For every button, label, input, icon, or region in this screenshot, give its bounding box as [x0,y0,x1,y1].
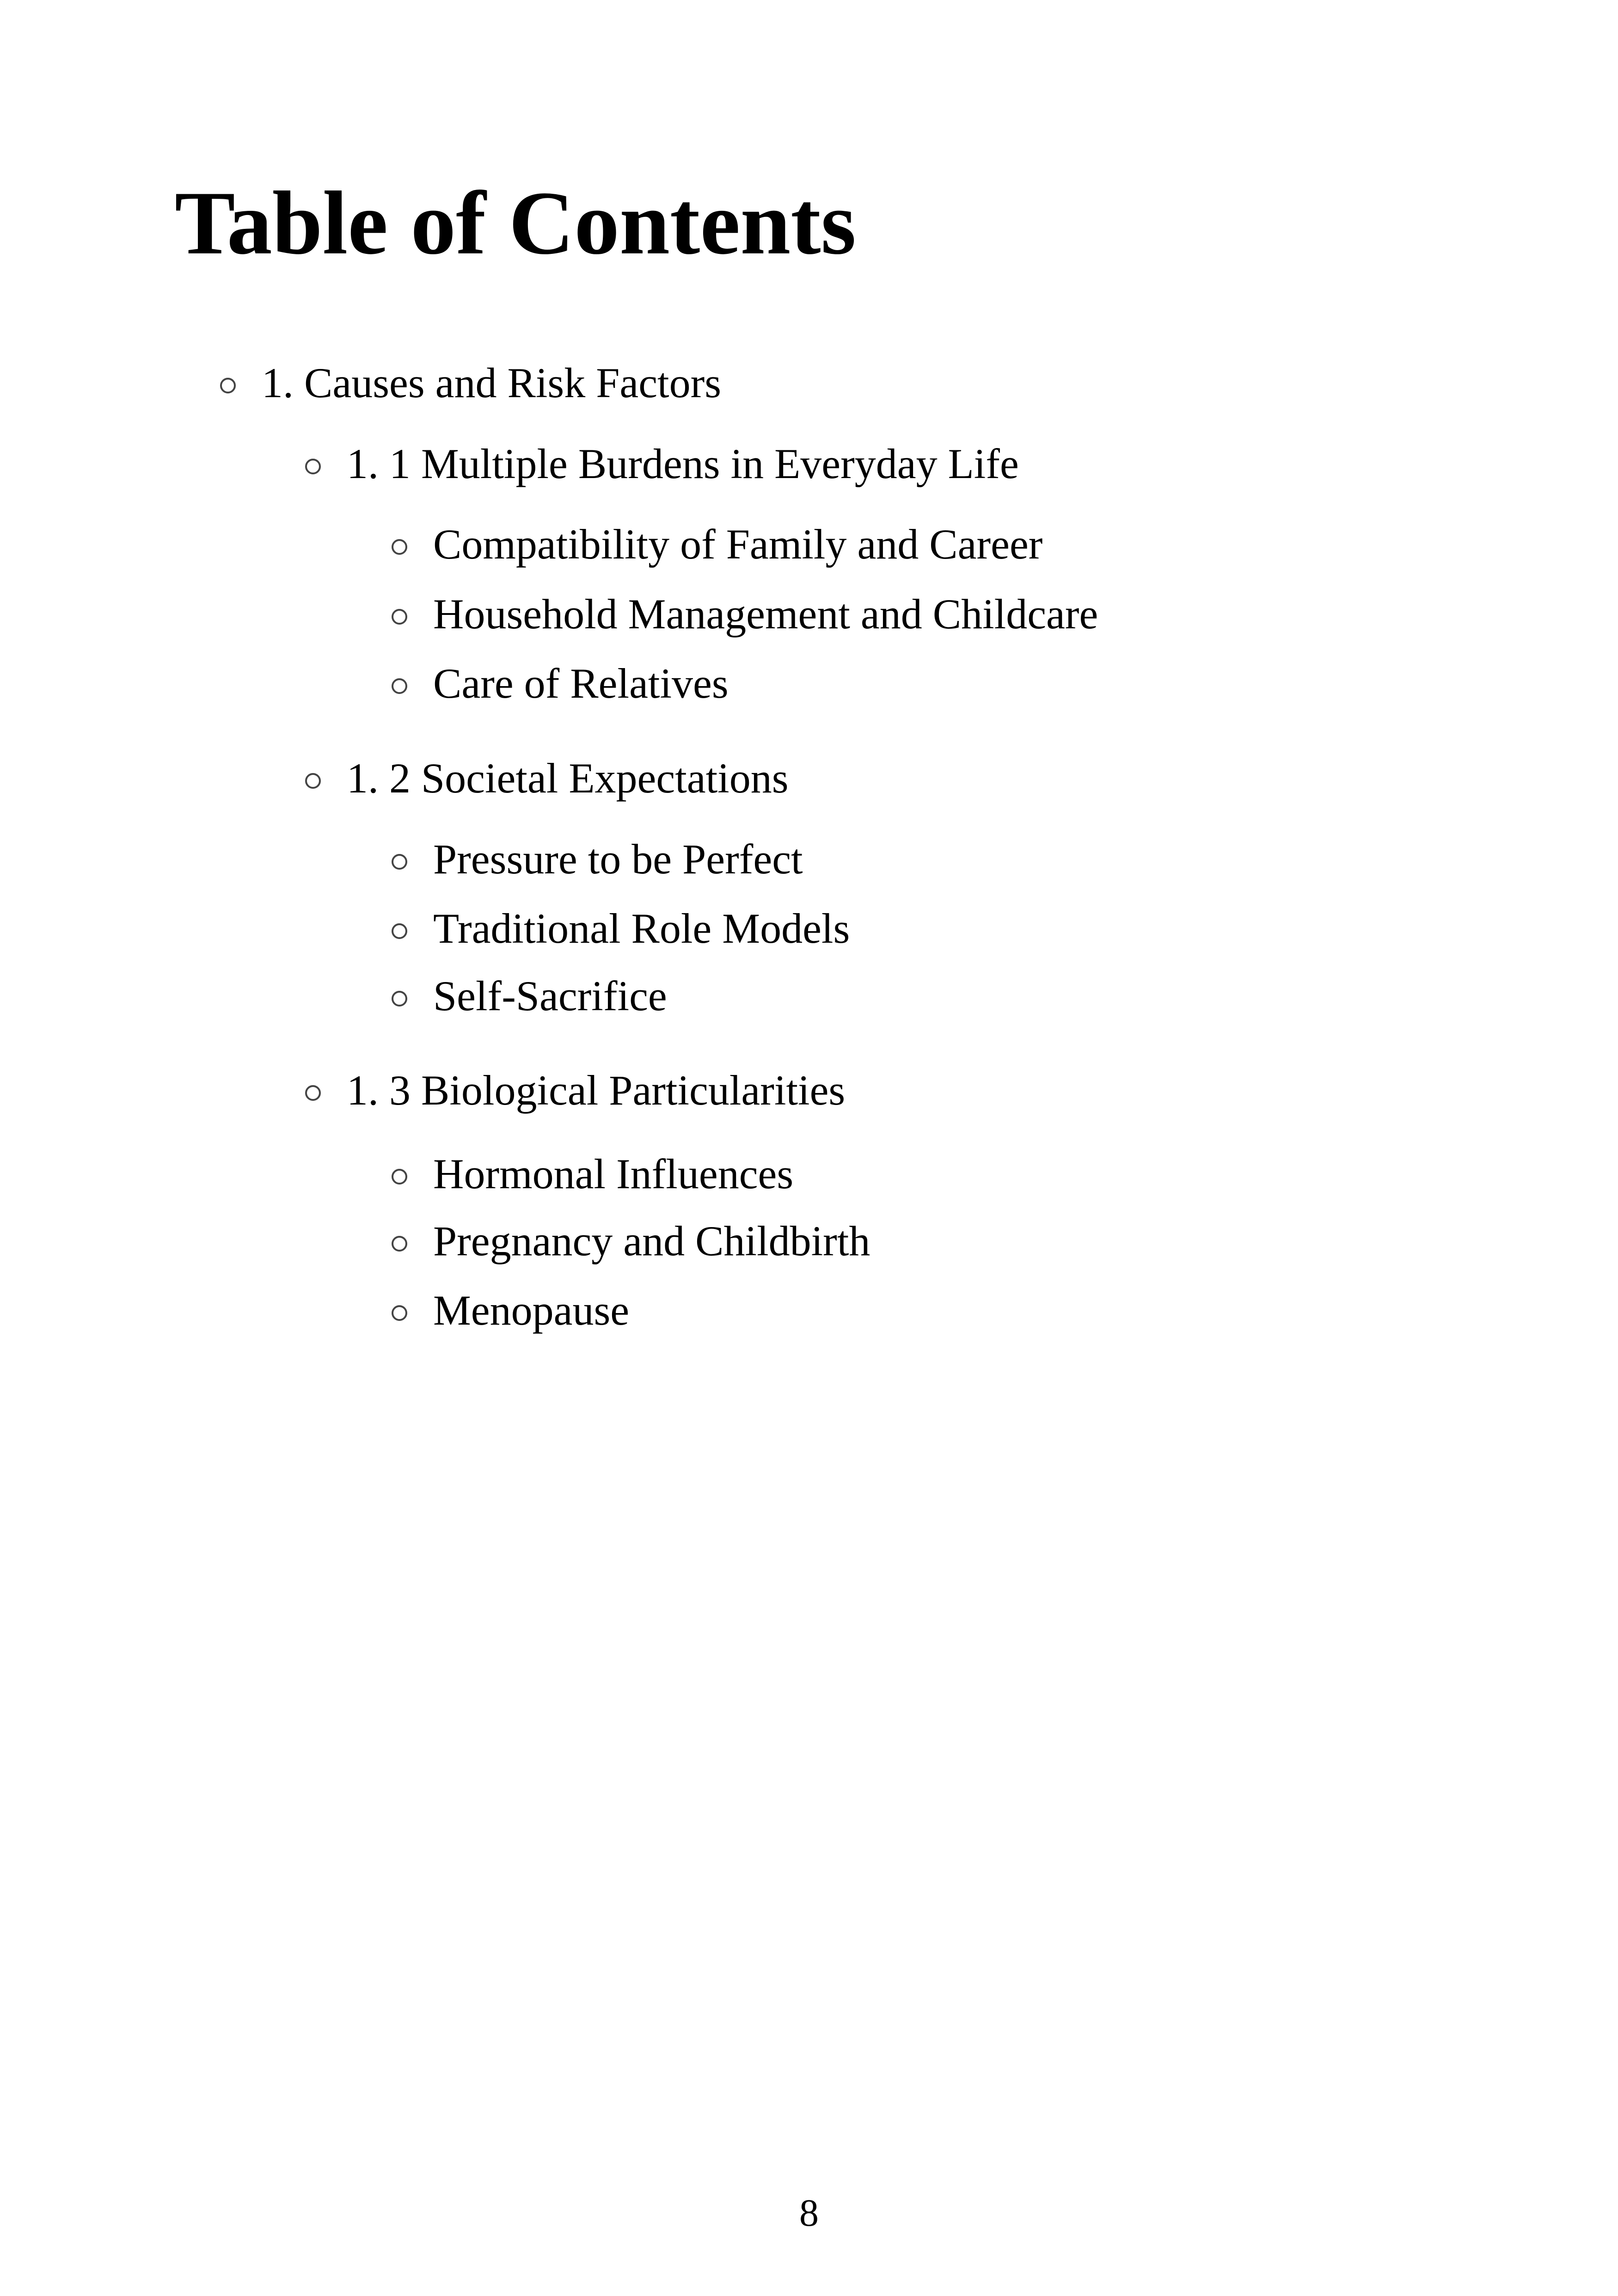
toc-entry-label: Care of Relatives [433,660,729,707]
toc-entry-label: Household Management and Childcare [433,590,1098,638]
hollow-circle-icon [392,991,407,1007]
toc-entry-item[interactable] [392,521,1043,568]
hollow-circle-icon [392,609,407,625]
hollow-circle-icon [392,1236,407,1252]
toc-entry-subsection-1-3[interactable] [305,1067,846,1114]
page-title: Table of Contents [175,173,856,273]
hollow-circle-icon [392,1305,407,1321]
toc-entry-item[interactable] [392,907,850,950]
toc-entry-subsection-1-2[interactable] [305,755,789,802]
toc-entry-label: Compatibility of Family and Career [433,521,1043,568]
hollow-circle-icon [220,378,236,393]
toc-entry-label: Traditional Role Models [433,905,850,952]
hollow-circle-icon [305,459,321,474]
toc-entry-label: 1. 3 Biological Particularities [347,1067,846,1114]
hollow-circle-icon [392,854,407,870]
toc-entry-label: Pressure to be Perfect [433,835,803,883]
toc-entry-subsection-1-1[interactable] [305,442,1019,485]
toc-entry-item[interactable] [392,662,729,705]
toc-entry-label: Hormonal Influences [433,1150,794,1197]
toc-entry-item[interactable] [392,972,667,1019]
toc-entry-label: 1. Causes and Risk Factors [262,359,722,406]
hollow-circle-icon [305,1085,321,1101]
toc-entry-label: Self-Sacrifice [433,972,667,1019]
hollow-circle-icon [392,678,407,694]
toc-entry-label: Pregnancy and Childbirth [433,1217,870,1265]
toc-entry-section-1[interactable] [220,359,722,406]
toc-entry-label: 1. 1 Multiple Burdens in Everyday Life [347,440,1019,487]
toc-entry-label: Menopause [433,1287,630,1334]
toc-entry-item[interactable] [392,1217,870,1265]
hollow-circle-icon [392,923,407,939]
hollow-circle-icon [305,773,321,789]
toc-entry-item[interactable] [392,1289,629,1332]
toc-entry-item[interactable] [392,835,803,883]
hollow-circle-icon [392,539,407,555]
page-number: 8 [799,2192,819,2235]
toc-entry-label: 1. 2 Societal Expectations [347,755,789,802]
hollow-circle-icon [392,1169,407,1185]
toc-entry-item[interactable] [392,590,1098,638]
toc-entry-item[interactable] [392,1150,794,1197]
